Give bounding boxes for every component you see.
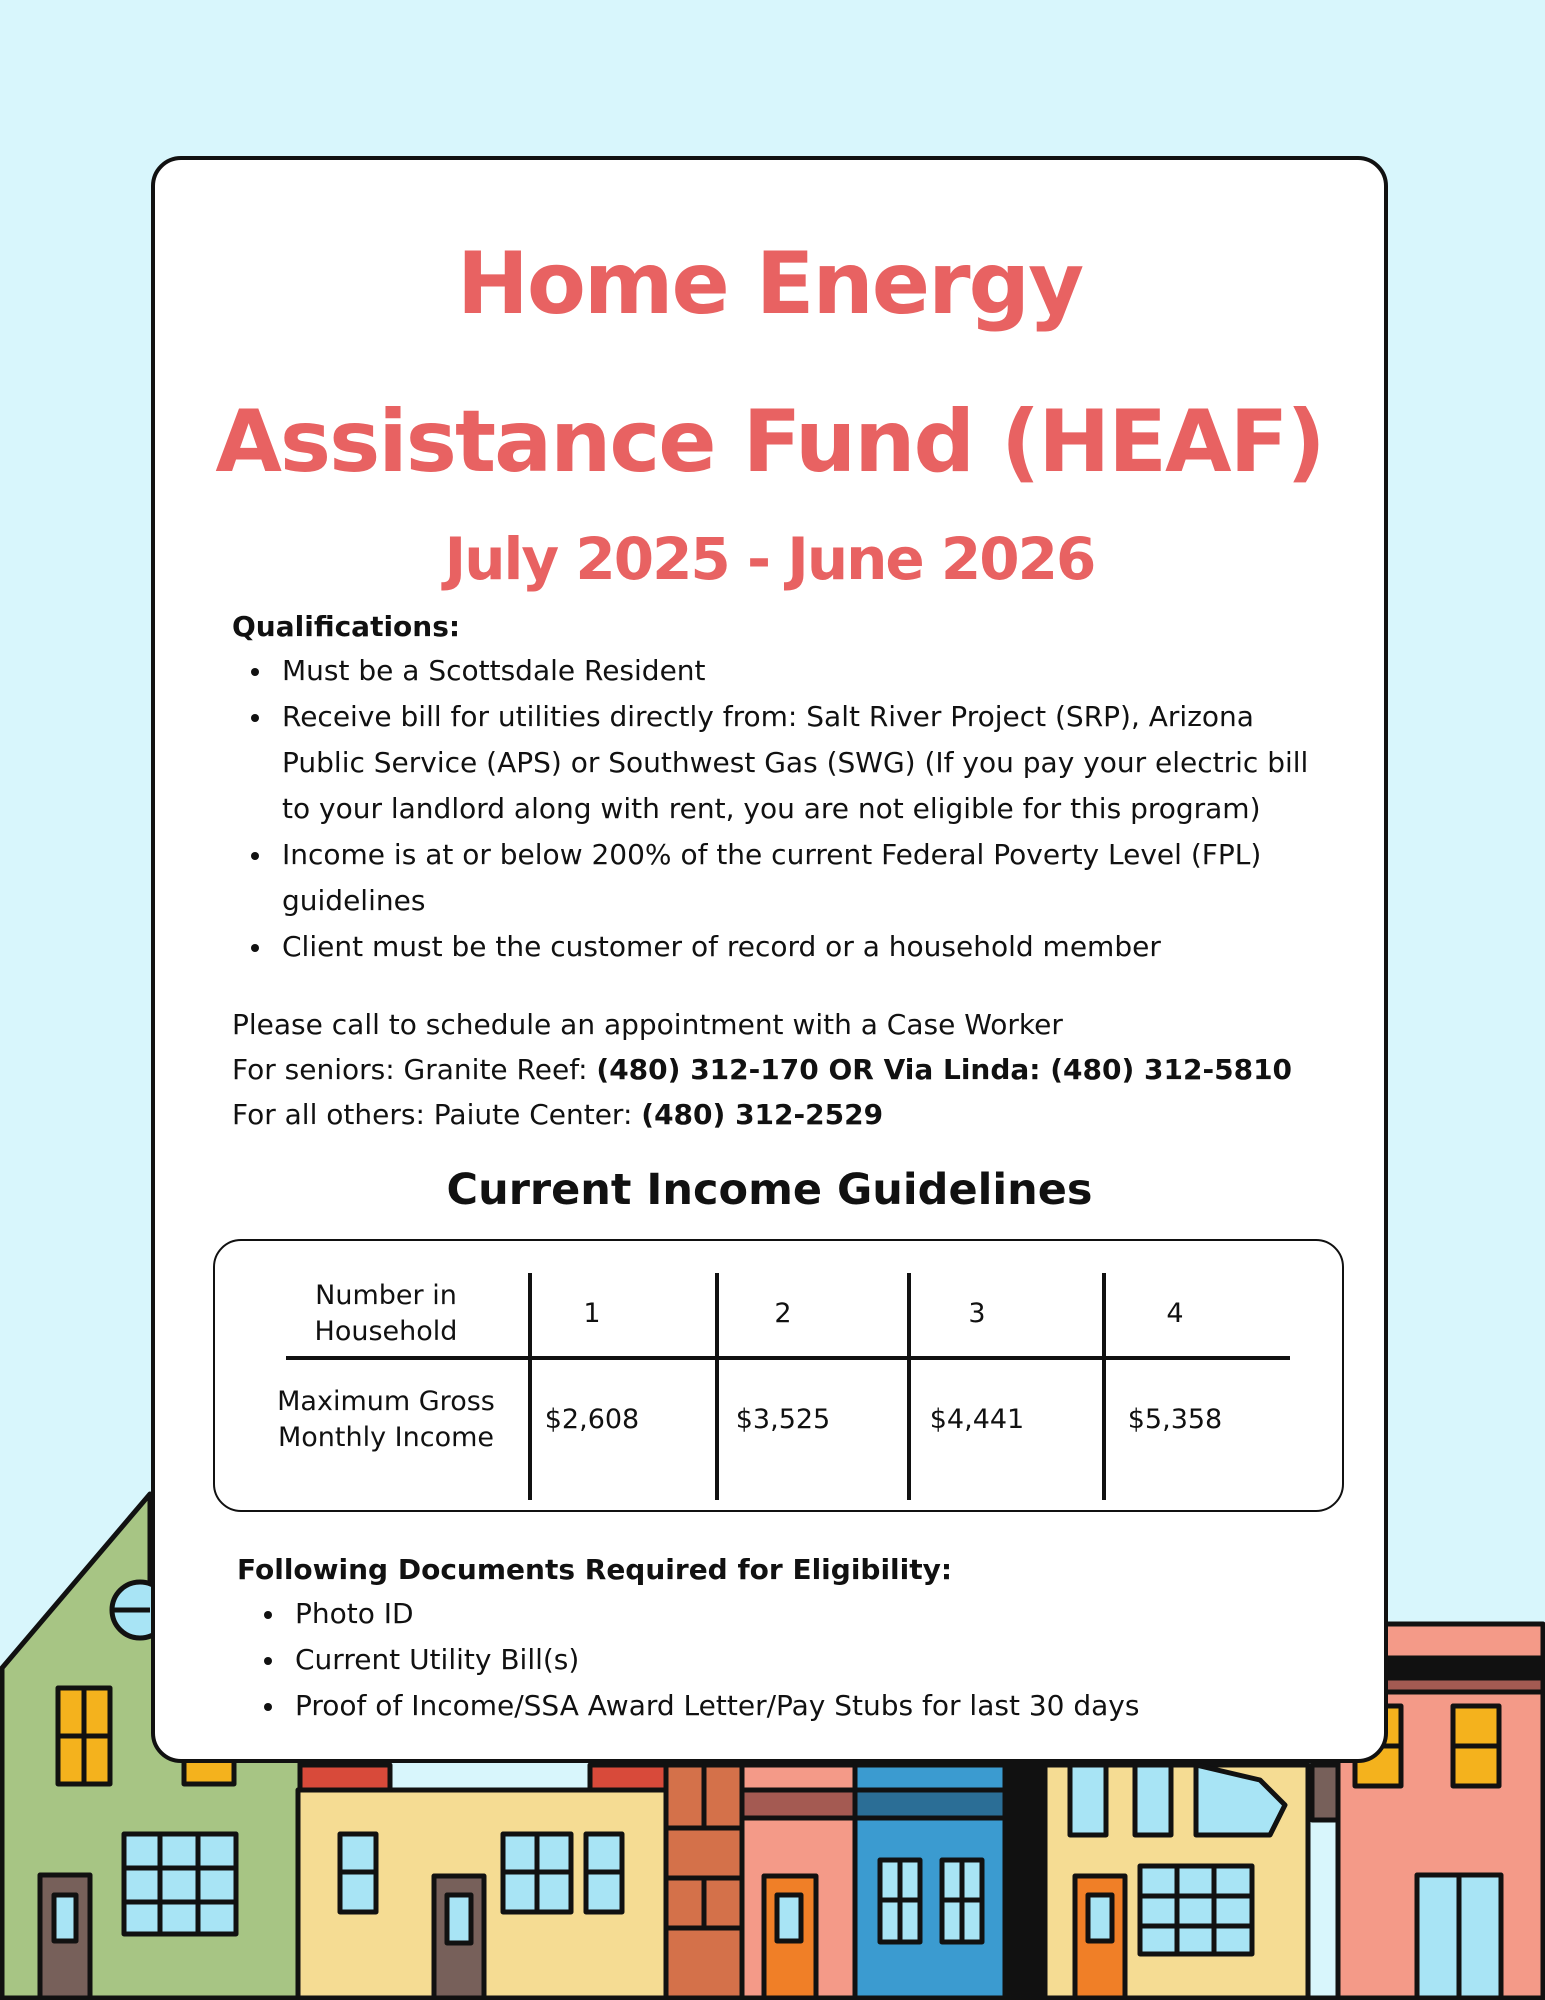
table-divider [1102,1273,1106,1500]
qualification-item: Receive bill for utilities directly from: Salt River Project (SRP), Arizona Public Service (APS) or Southwest Gas (SWG) (If you pay your electric bill to your landlord along with rent, you are not eligible for this program) [232,694,1312,832]
household-header: Number in Household [314,1279,458,1347]
household-size: 3 [968,1297,986,1329]
max-income: $2,608 [544,1404,640,1435]
seniors-label: For seniors: Granite Reef: [232,1053,597,1086]
others-label: For all others: Paiute Center: [232,1098,642,1131]
contact-seniors [232,1047,1292,1092]
documents-heading: Following Documents Required for Eligibility: [237,1553,953,1586]
seniors-phones: (480) 312-170 OR Via Linda: (480) 312-5810 [596,1053,1293,1086]
window [1140,1866,1252,1954]
max-income: $4,441 [929,1404,1025,1435]
contact-intro: Please call to schedule an appointment with a Case Worker [232,1008,1063,1041]
window [124,1834,236,1934]
table-divider [286,1356,1290,1360]
household-size: 1 [583,1297,601,1329]
info-card [151,156,1388,1763]
qualification-item: Income is at or below 200% of the current Federal Poverty Level (FPL) guidelines [232,832,1312,924]
date-range: July 2025 - June 2026 [444,525,1095,593]
contact-info [232,1002,1292,1137]
document-item: Photo ID [245,1591,1295,1637]
income-table [213,1239,1344,1512]
title-line-1: Home Energy [456,234,1083,334]
documents-list [245,1591,1295,1729]
title-line-2: Assistance Fund (HEAF) [215,392,1324,492]
table-divider [528,1273,532,1500]
qualifications-heading: Qualifications: [232,610,461,643]
others-phone: (480) 312-2529 [641,1098,884,1131]
qualification-item: Client must be the customer of record or a household member [232,924,1312,970]
household-size: 2 [774,1297,792,1329]
document-item: Proof of Income/SSA Award Letter/Pay Stubs for last 30 days [245,1683,1295,1729]
income-header: Maximum Gross Monthly Income [277,1386,495,1453]
table-divider [907,1273,911,1500]
max-income: $3,525 [735,1404,831,1435]
qualifications-list [232,648,1312,970]
max-income: $5,358 [1127,1404,1223,1435]
qualification-item: Must be a Scottsdale Resident [232,648,1312,694]
household-size: 4 [1166,1297,1184,1329]
contact-others [232,1092,1292,1137]
income-heading: Current Income Guidelines [446,1165,1093,1215]
document-item: Current Utility Bill(s) [245,1637,1295,1683]
table-divider [715,1273,719,1500]
